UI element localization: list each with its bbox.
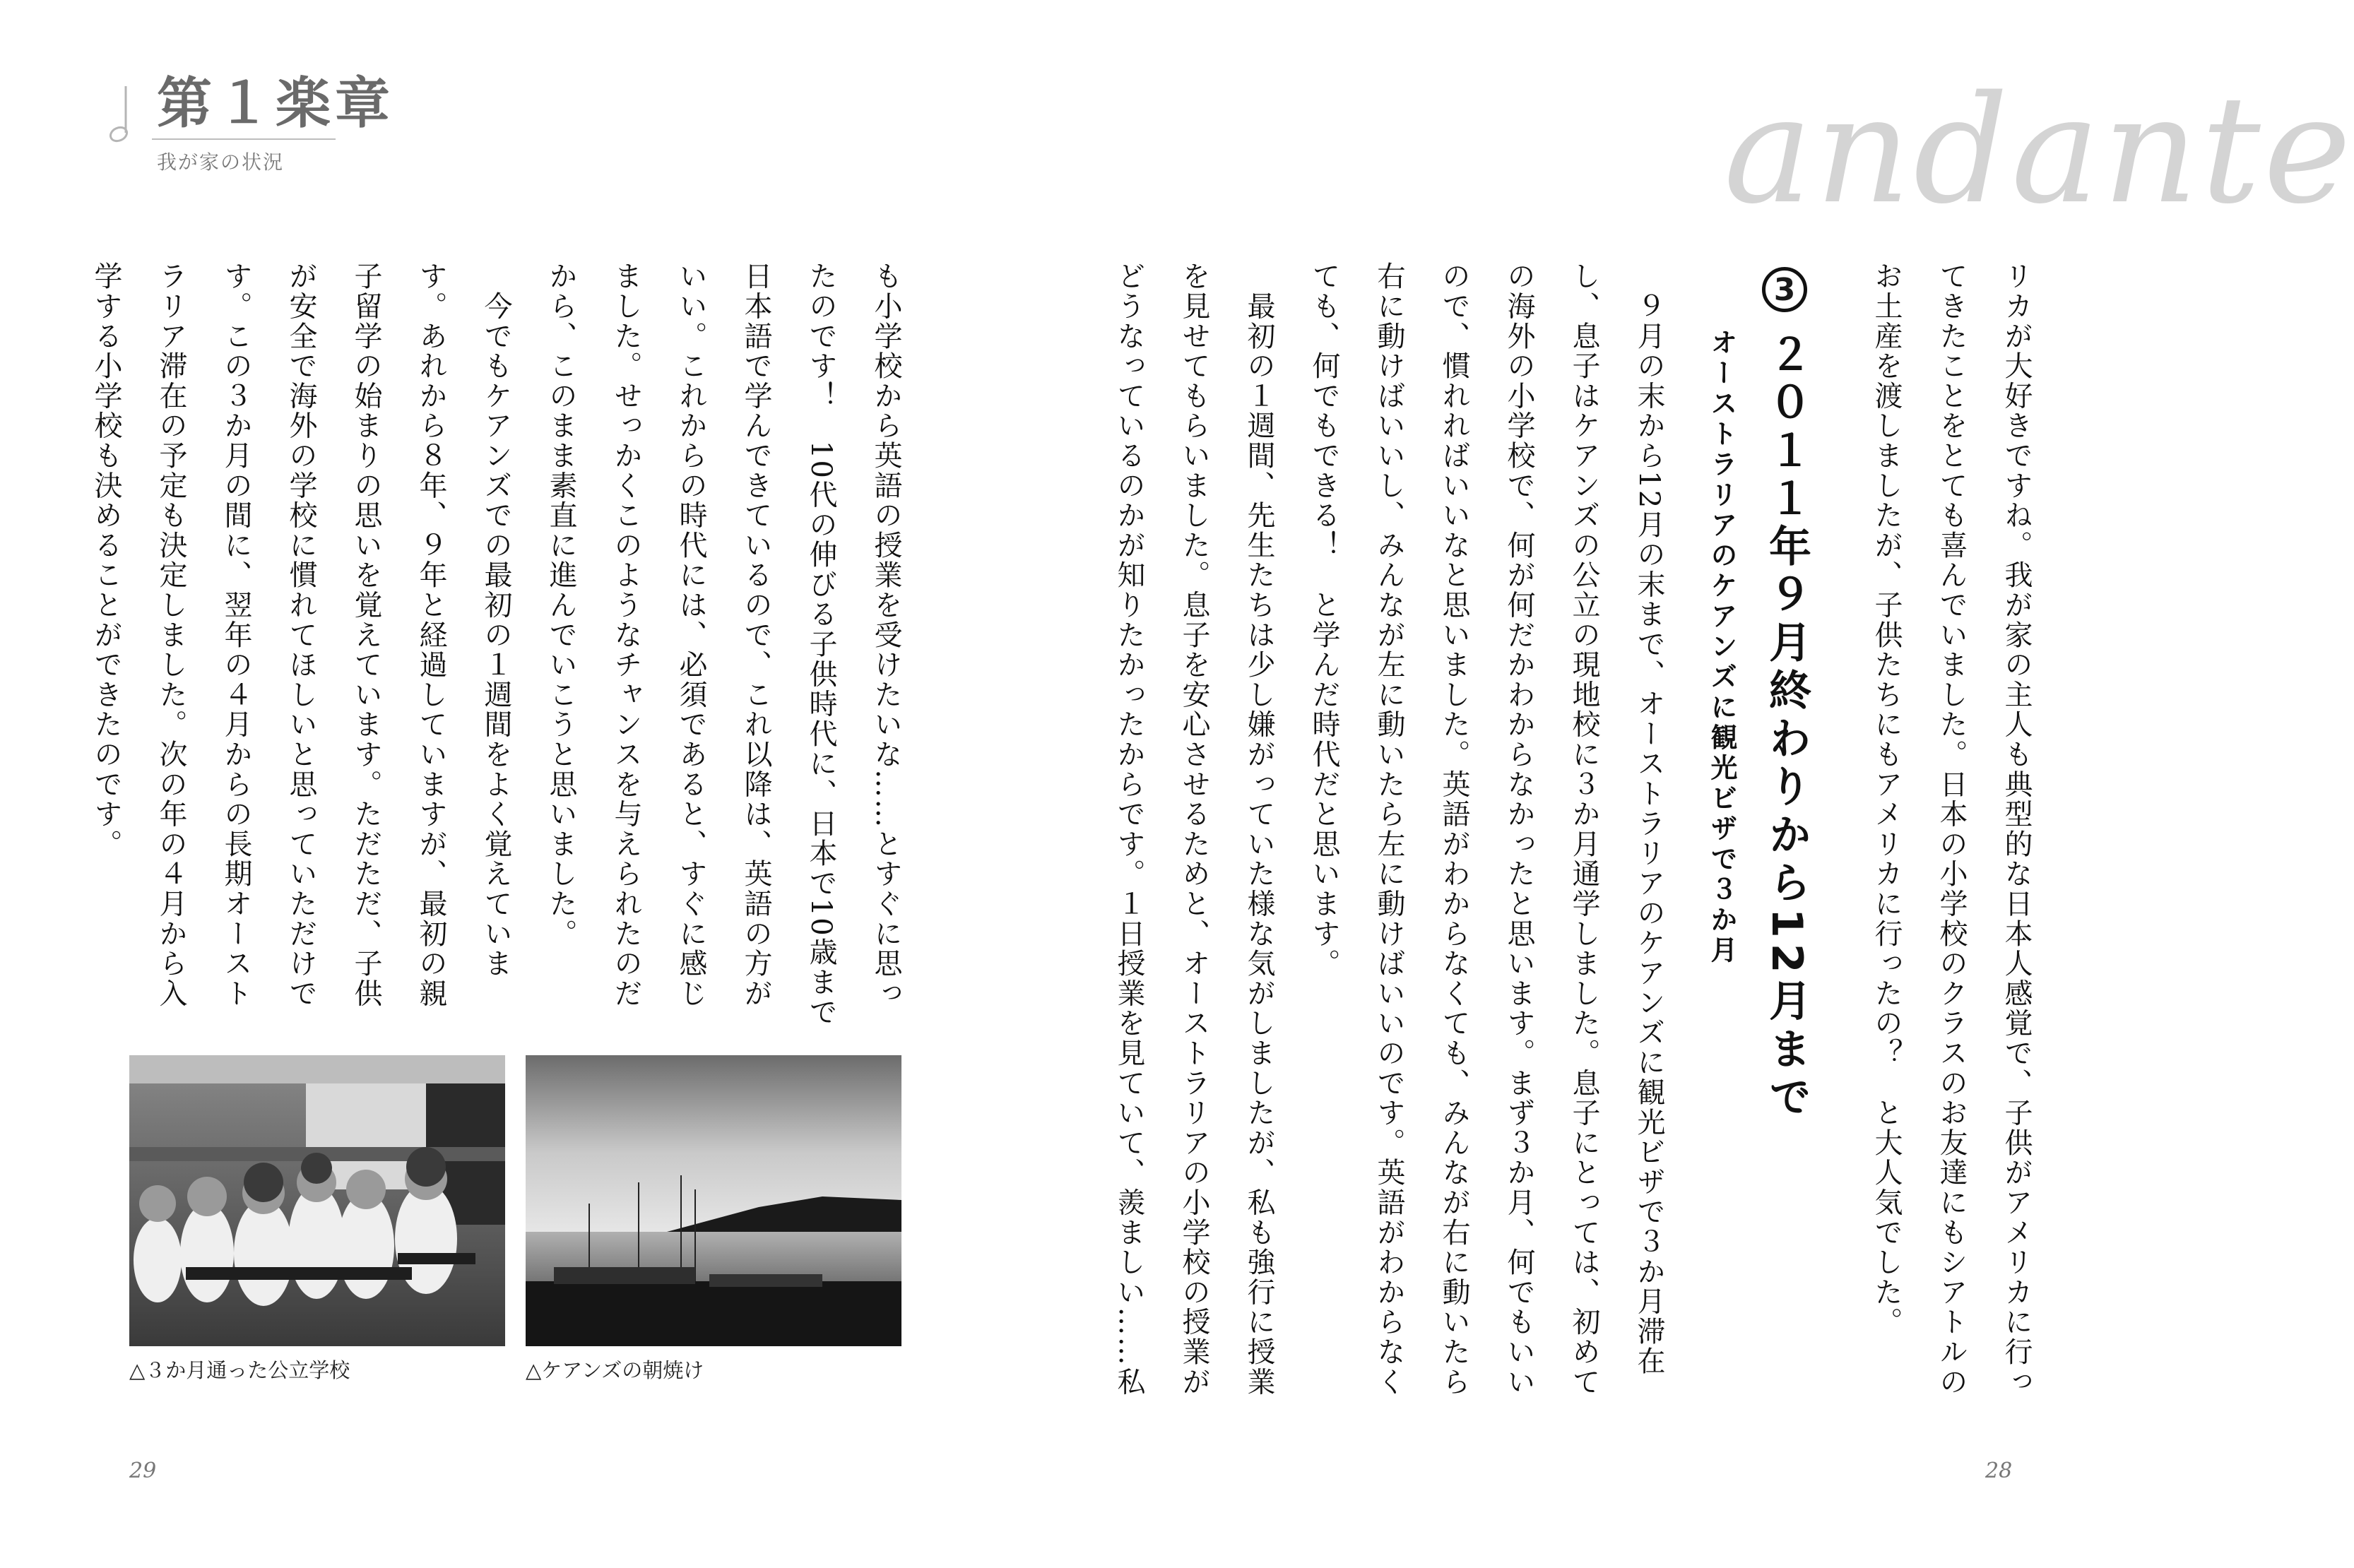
school-children-photo [129,1055,505,1346]
chapter-subtitle: 我が家の状況 [157,150,285,174]
chapter-title: 第１楽章 [157,71,395,136]
harbor-sunrise-photo [526,1055,901,1346]
right-page-body-text: ９月の末から12月の末まで、オーストラリアのケアンズに観光ビザで３か月滞在 し、息子はケアンズの公立の現地校に３か月通学しました。息子にとっては、初めて の海外の小学校で、何が何だかわからなかったと思います。まず３か月、何でもいい ので、慣れればいいなと思いました。英語がわからなくても、みんなが右に動いたら 右に動けばいいし、みんなが左に動いたら左に動けばいいのです。英語がわからなく ても、何でもできる！ と学んだ時代だと思います。 最初の１週間、先生たちは少し嫌がっていた様な気がしましたが、私も強行に授業 を見せてもらいました。息子を安心させるためと、オーストラリアの小学校の授業が どうなっているのかが知りたかったからです。１日授業を見ていて、羨ましい……私 [1113,261,1665,1397]
section-title: ２０１１年９月終わりから12月まで [1762,332,1811,1123]
right-page-intro-text: リカが大好きですね。我が家の主人も典型的な日本人感覚で、子供がアメリカに行っ てきたことをとても喜んでいました。日本の小学校のクラスのお友達にもシアトルの お土産を渡しましたが、子供たちにもアメリカに行ったの？ と大人気でした。 [1870,261,2033,1397]
photo-caption-school: △３か月通った公立学校 [129,1358,350,1382]
chapter-divider [152,138,336,140]
page-number-right: 28 [1985,1459,2013,1483]
page-number-left: 29 [129,1459,157,1483]
photo-caption-harbor: △ケアンズの朝焼け [526,1358,704,1382]
music-note-icon [106,83,134,147]
left-page-body-text: も小学校から英語の授業を受けたいな……とすぐに思っ たのです！ 10代の伸びる子供時代に、日本で10歳まで 日本語で学んできているので、これ以降は、英語の方が いい。これからの時代には、必須であると、すぐに感じ ました。せっかくこのようなチャンスを与えられたのだ から、このまま素直に進んでいこうと思いました。 今でもケアンズでの最初の１週間をよく覚えていま す。あれから８年、９年と経過していますが、最初の親 子留学の始まりの思いを覚えています。ただただ、子供 が安全で海外の学校に慣れてほしいと思っていただけで す。この３か月の間に、翌年の４月からの長期オースト ラリア滞在の予定も決定しました。次の年の４月から入 学する小学校も決めることができたのです。 [90,261,902,1027]
section-subtitle: オーストラリアのケアンズに観光ビザで３か月 [1706,328,1737,966]
decorative-word: andante [1724,64,2354,237]
section-number-badge: 3 [1762,267,1807,312]
